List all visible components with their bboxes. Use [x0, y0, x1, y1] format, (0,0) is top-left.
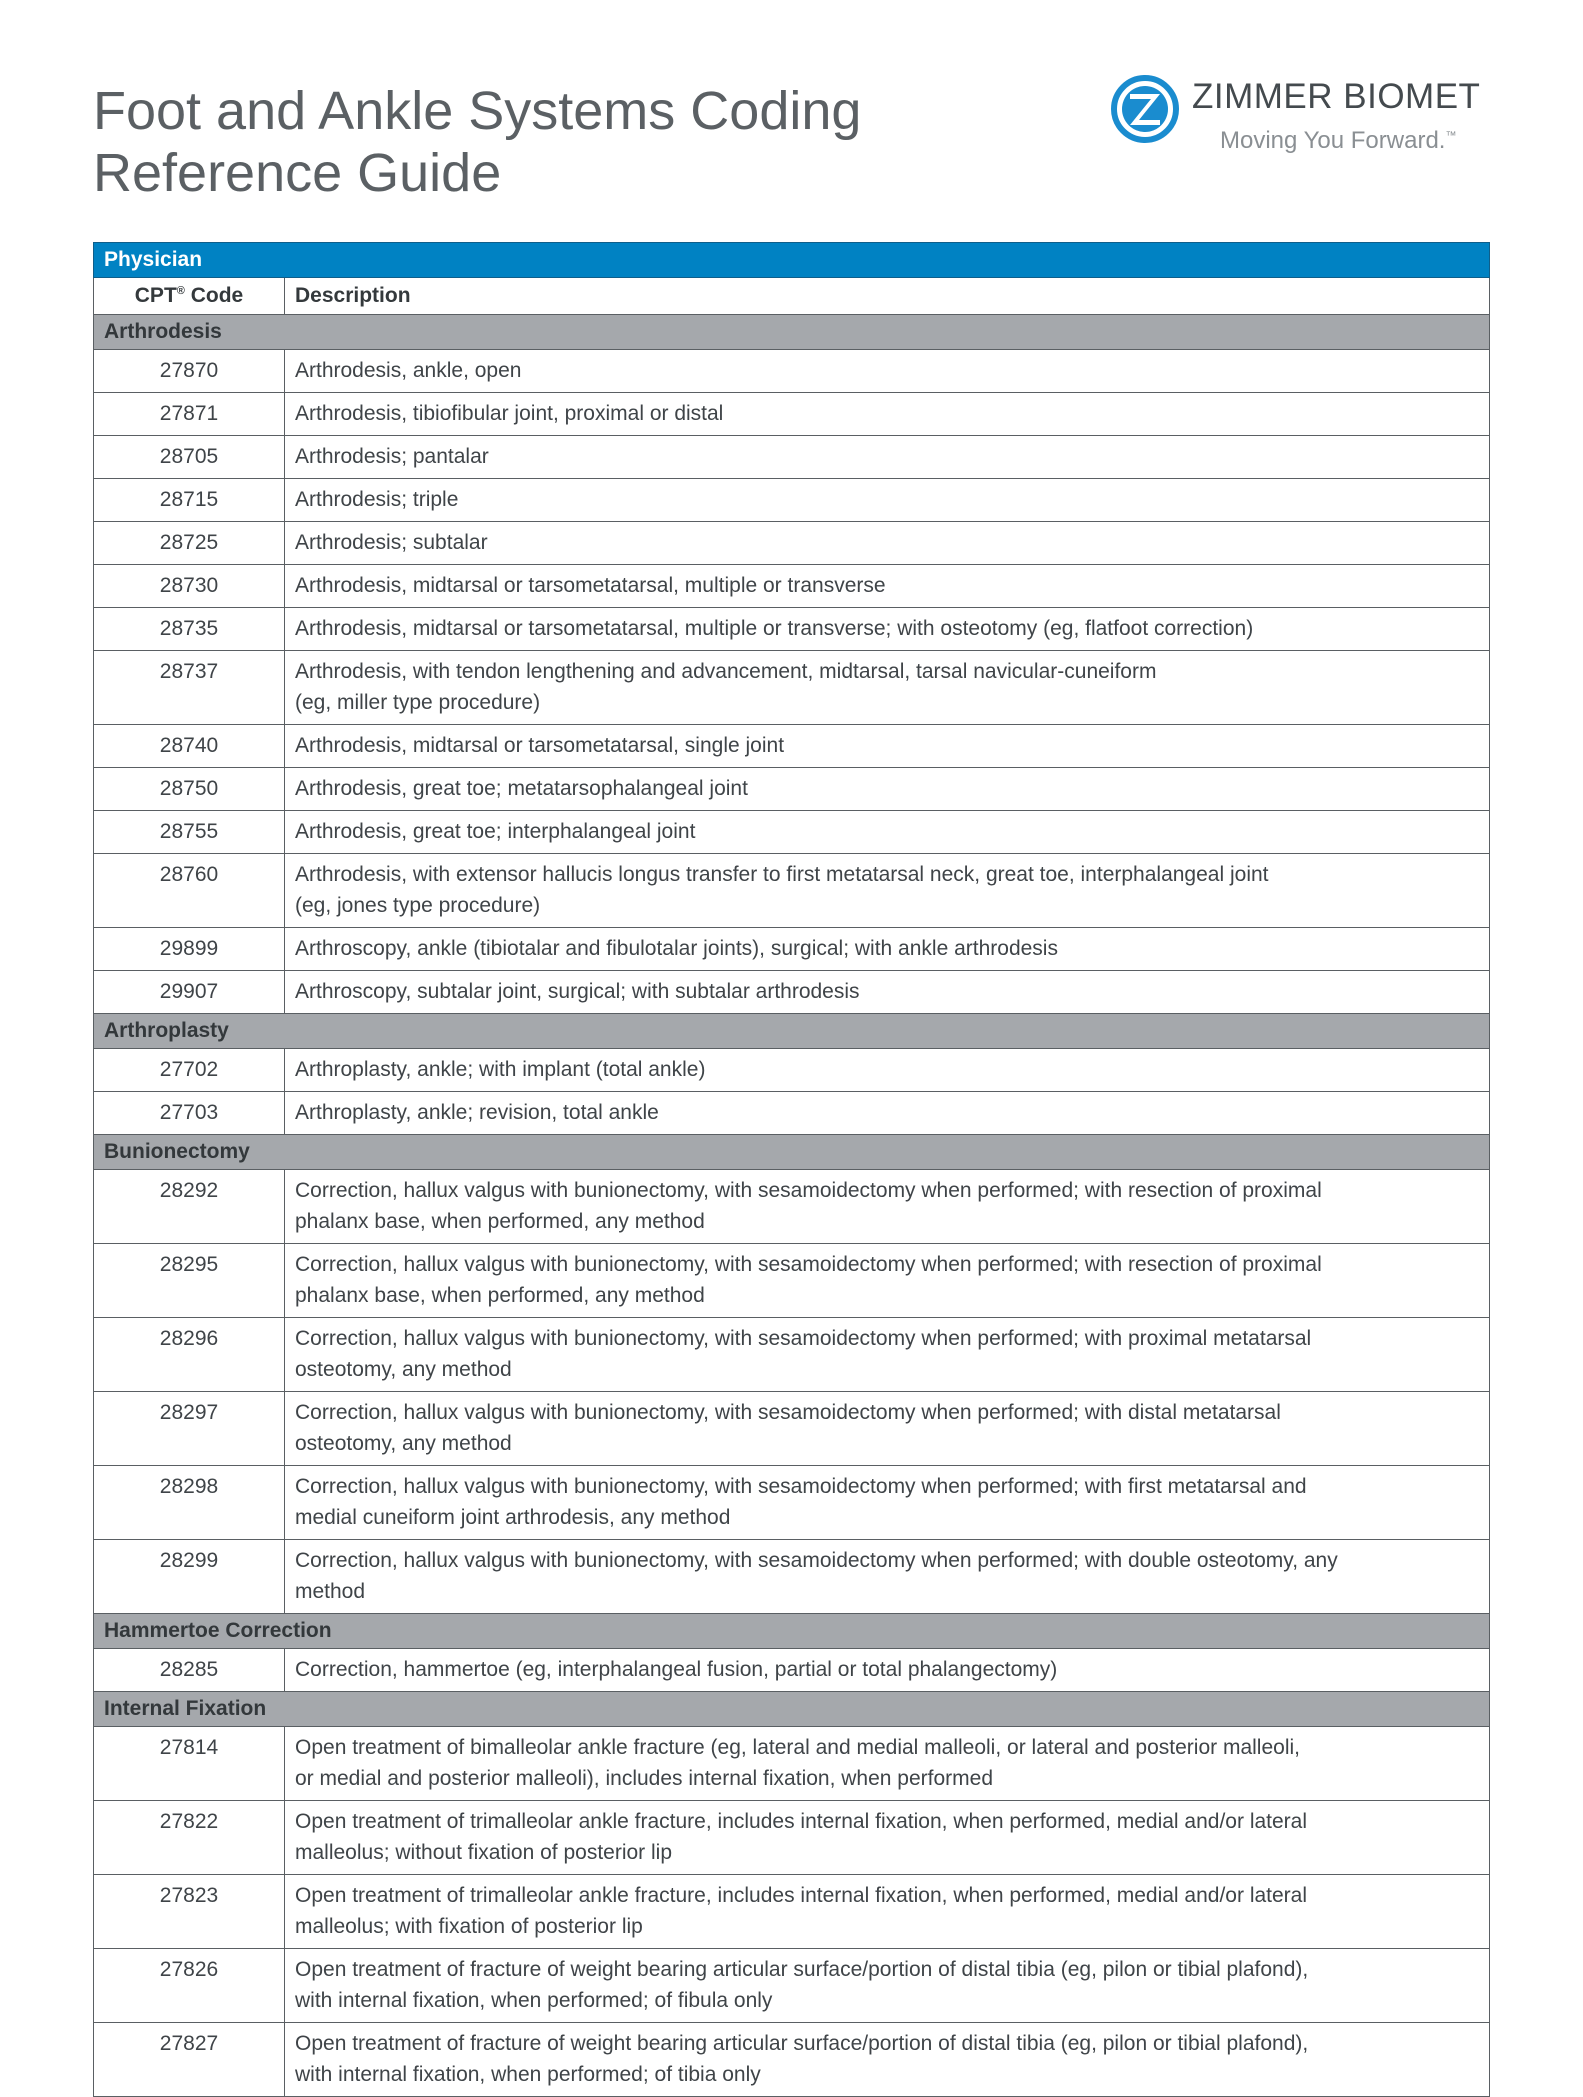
section-title: Arthrodesis — [94, 315, 1490, 350]
table-row — [94, 1649, 1490, 1692]
title-line-1: Foot and Ankle Systems Coding — [93, 81, 862, 141]
description-line: Correction, hallux valgus with bunionectomy, with sesamoidectomy when performed; with proximal metatarsal — [295, 1327, 1312, 1350]
description-cell — [285, 1049, 1490, 1092]
description-cell — [285, 811, 1490, 854]
table-row — [94, 651, 1490, 725]
description-cell — [285, 1466, 1490, 1540]
section-header-row — [94, 1692, 1490, 1727]
description-line: Correction, hallux valgus with bunionectomy, with sesamoidectomy when performed; with resection of proximal — [295, 1179, 1322, 1202]
table-row — [94, 1092, 1490, 1135]
physician-band — [94, 243, 1490, 278]
table-row — [94, 1540, 1490, 1614]
description-cell — [285, 1949, 1490, 2023]
table-row — [94, 854, 1490, 928]
cpt-code-cell: 28740 — [94, 725, 285, 768]
cpt-code-cell: 28760 — [94, 854, 285, 928]
description-line: Open treatment of trimalleolar ankle fracture, includes internal fixation, when performed, medial and/or lateral — [295, 1810, 1308, 1833]
description-line: Open treatment of fracture of weight bearing articular surface/portion of distal tibia (eg, pilon or tibial plafond), — [295, 2032, 1309, 2055]
description-line: Arthroplasty, ankle; revision, total ankle — [295, 1101, 659, 1124]
table-row — [94, 1727, 1490, 1801]
description-line: Arthrodesis; triple — [295, 488, 459, 511]
table-row — [94, 479, 1490, 522]
description-cell — [285, 1092, 1490, 1135]
cpt-code-cell: 28755 — [94, 811, 285, 854]
zimmer-z-logo-icon — [1110, 74, 1180, 144]
table-row — [94, 1875, 1490, 1949]
table-row — [94, 1801, 1490, 1875]
description-line-continued: medial cuneiform joint arthrodesis, any method — [295, 1506, 731, 1529]
cpt-code-cell: 28735 — [94, 608, 285, 651]
cpt-code-cell: 27703 — [94, 1092, 285, 1135]
description-line: Open treatment of fracture of weight bearing articular surface/portion of distal tibia (eg, pilon or tibial plafond), — [295, 1958, 1309, 1981]
table-row — [94, 1049, 1490, 1092]
description-line: Arthroscopy, subtalar joint, surgical; with subtalar arthrodesis — [295, 980, 860, 1003]
description-line: Arthrodesis, midtarsal or tarsometatarsal, single joint — [295, 734, 785, 757]
cpt-code-cell: 27871 — [94, 393, 285, 436]
description-cell — [285, 651, 1490, 725]
table-row — [94, 608, 1490, 651]
description-cell — [285, 1875, 1490, 1949]
description-cell — [285, 768, 1490, 811]
section-header-row — [94, 315, 1490, 350]
description-line: Arthrodesis; subtalar — [295, 531, 488, 554]
description-line: Arthrodesis, midtarsal or tarsometatarsal, multiple or transverse; with osteotomy (eg, flatfoot correction) — [295, 617, 1254, 640]
description-cell — [285, 1801, 1490, 1875]
cpt-code-cell: 29899 — [94, 928, 285, 971]
description-line-continued: or medial and posterior malleoli), includes internal fixation, when performed — [295, 1767, 994, 1790]
table-row — [94, 393, 1490, 436]
zimmer-biomet-logo — [1110, 72, 1500, 162]
description-line: Correction, hammertoe (eg, interphalangeal fusion, partial or total phalangectomy) — [295, 1658, 1058, 1681]
band-label: Physician — [94, 243, 1490, 278]
description-line: Correction, hallux valgus with bunionectomy, with sesamoidectomy when performed; with double osteotomy, any — [295, 1549, 1338, 1572]
cpt-code-cell: 28299 — [94, 1540, 285, 1614]
title-line-2: Reference Guide — [93, 143, 502, 203]
cpt-code-cell: 28297 — [94, 1392, 285, 1466]
description-line: Correction, hallux valgus with bunionectomy, with sesamoidectomy when performed; with first metatarsal and — [295, 1475, 1307, 1498]
description-header: Description — [285, 278, 1490, 315]
description-line-continued: method — [295, 1580, 366, 1603]
table-row — [94, 1466, 1490, 1540]
table-row — [94, 1949, 1490, 2023]
cpt-code-cell: 27814 — [94, 1727, 285, 1801]
description-cell — [285, 393, 1490, 436]
description-line: Arthrodesis, great toe; interphalangeal joint — [295, 820, 696, 843]
description-cell — [285, 436, 1490, 479]
description-cell — [285, 565, 1490, 608]
description-line: Arthroplasty, ankle; with implant (total ankle) — [295, 1058, 706, 1081]
description-line-continued: with internal fixation, when performed; of tibia only — [295, 2063, 761, 2086]
description-cell — [285, 608, 1490, 651]
table-row — [94, 1170, 1490, 1244]
cpt-code-cell: 28296 — [94, 1318, 285, 1392]
registered-mark: ® — [176, 285, 185, 297]
description-line: Arthrodesis, ankle, open — [295, 359, 522, 382]
description-line-continued: (eg, jones type procedure) — [295, 894, 541, 917]
table-row — [94, 768, 1490, 811]
description-line: Arthrodesis, with extensor hallucis longus transfer to first metatarsal neck, great toe, interphalangeal joint — [295, 863, 1269, 886]
cpt-code-cell: 28715 — [94, 479, 285, 522]
description-line: Open treatment of bimalleolar ankle fracture (eg, lateral and medial malleoli, or lateral and posterior malleoli, — [295, 1736, 1300, 1759]
table-row — [94, 522, 1490, 565]
section-header-row — [94, 1014, 1490, 1049]
description-line: Open treatment of trimalleolar ankle fracture, includes internal fixation, when performed, medial and/or lateral — [295, 1884, 1308, 1907]
section-header-row — [94, 1135, 1490, 1170]
description-line-continued: phalanx base, when performed, any method — [295, 1210, 705, 1233]
cpt-label: CPT — [134, 284, 177, 307]
cpt-code-cell: 28285 — [94, 1649, 285, 1692]
description-line-continued: (eg, miller type procedure) — [295, 691, 541, 714]
cpt-code-cell: 28295 — [94, 1244, 285, 1318]
logo-tagline-text: Moving You Forward. — [1220, 127, 1446, 154]
description-line-continued: osteotomy, any method — [295, 1358, 512, 1381]
cpt-code-cell: 28292 — [94, 1170, 285, 1244]
description-cell — [285, 522, 1490, 565]
description-line-continued: osteotomy, any method — [295, 1432, 512, 1455]
section-header-row — [94, 1614, 1490, 1649]
description-line: Arthroscopy, ankle (tibiotalar and fibulotalar joints), surgical; with ankle arthrodesis — [295, 937, 1058, 960]
description-cell — [285, 928, 1490, 971]
section-title: Arthroplasty — [94, 1014, 1490, 1049]
table-row — [94, 971, 1490, 1014]
table-row — [94, 811, 1490, 854]
cpt-code-cell: 27827 — [94, 2023, 285, 2097]
table-row — [94, 1318, 1490, 1392]
cpt-code-cell: 29907 — [94, 971, 285, 1014]
cpt-code-cell: 28705 — [94, 436, 285, 479]
table-row — [94, 725, 1490, 768]
description-cell — [285, 1727, 1490, 1801]
description-cell — [285, 725, 1490, 768]
description-line-continued: phalanx base, when performed, any method — [295, 1284, 705, 1307]
logo-brand: ZIMMER BIOMET — [1192, 77, 1481, 116]
description-cell — [285, 479, 1490, 522]
table-row — [94, 1244, 1490, 1318]
table-row — [94, 350, 1490, 393]
cpt-code-cell: 27870 — [94, 350, 285, 393]
description-line-continued: malleolus; without fixation of posterior lip — [295, 1841, 673, 1864]
cpt-code-header — [94, 278, 285, 315]
logo-tagline — [1220, 122, 1456, 155]
description-cell — [285, 1540, 1490, 1614]
description-line: Arthrodesis, great toe; metatarsophalangeal joint — [295, 777, 748, 800]
description-cell — [285, 1170, 1490, 1244]
description-line: Correction, hallux valgus with bunionectomy, with sesamoidectomy when performed; with resection of proximal — [295, 1253, 1322, 1276]
cpt-code-cell: 27822 — [94, 1801, 285, 1875]
cpt-code-cell: 28298 — [94, 1466, 285, 1540]
description-line: Arthrodesis, with tendon lengthening and advancement, midtarsal, tarsal navicular-cuneiform — [295, 660, 1157, 683]
cpt-code-cell: 28730 — [94, 565, 285, 608]
trademark-mark: ™ — [1445, 130, 1457, 142]
description-cell — [285, 1649, 1490, 1692]
description-line: Arthrodesis, tibiofibular joint, proximal or distal — [295, 402, 724, 425]
cpt-code-cell: 27702 — [94, 1049, 285, 1092]
description-cell — [285, 2023, 1490, 2097]
cpt-code-cell: 27823 — [94, 1875, 285, 1949]
table-row — [94, 436, 1490, 479]
table-row — [94, 2023, 1490, 2097]
description-cell — [285, 1244, 1490, 1318]
table-row — [94, 1392, 1490, 1466]
description-cell — [285, 971, 1490, 1014]
cpt-code-cell: 28750 — [94, 768, 285, 811]
column-header-row — [94, 278, 1490, 315]
description-cell — [285, 854, 1490, 928]
cpt-code-cell: 28725 — [94, 522, 285, 565]
cpt-code-cell: 28737 — [94, 651, 285, 725]
cpt-code-cell: 27826 — [94, 1949, 285, 2023]
section-title: Bunionectomy — [94, 1135, 1490, 1170]
section-title: Internal Fixation — [94, 1692, 1490, 1727]
table-row — [94, 928, 1490, 971]
table-row — [94, 565, 1490, 608]
description-cell — [285, 1392, 1490, 1466]
description-cell — [285, 350, 1490, 393]
description-cell — [285, 1318, 1490, 1392]
cpt-code-table — [93, 242, 1490, 2097]
description-line-continued: malleolus; with fixation of posterior lip — [295, 1915, 643, 1938]
description-line: Correction, hallux valgus with bunionectomy, with sesamoidectomy when performed; with distal metatarsal — [295, 1401, 1281, 1424]
description-line-continued: with internal fixation, when performed; of fibula only — [295, 1989, 773, 2012]
page-title — [93, 80, 993, 204]
description-line: Arthrodesis, midtarsal or tarsometatarsal, multiple or transverse — [295, 574, 886, 597]
section-title: Hammertoe Correction — [94, 1614, 1490, 1649]
description-line: Arthrodesis; pantalar — [295, 445, 489, 468]
code-label: Code — [184, 284, 244, 307]
